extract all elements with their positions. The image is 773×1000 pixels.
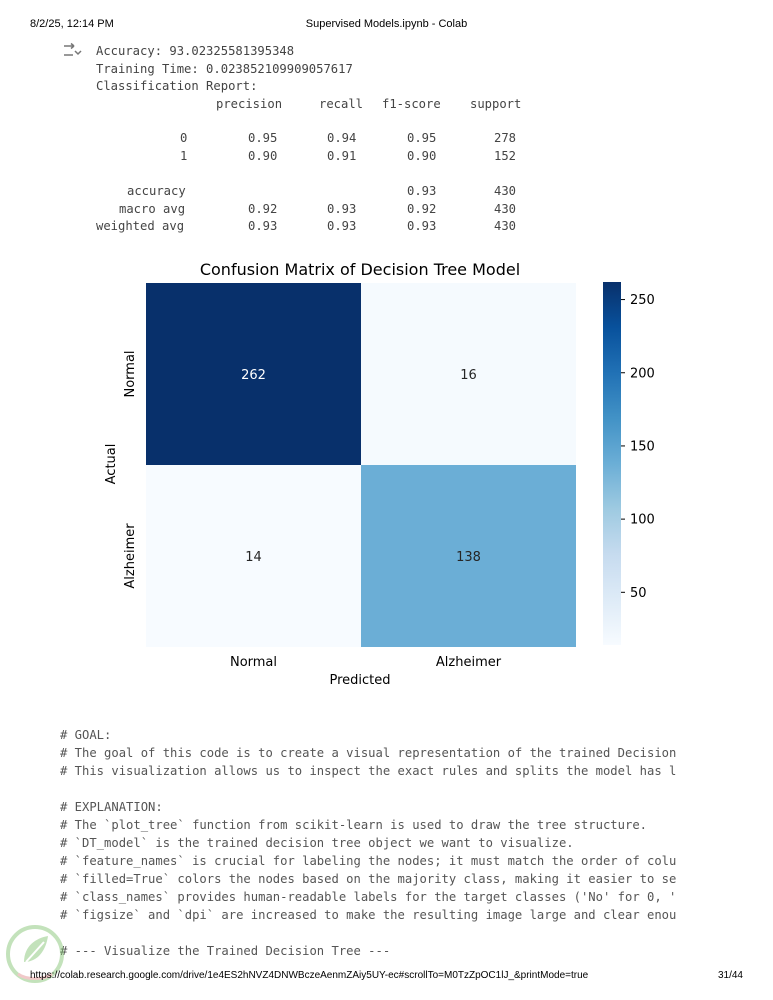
report-row-0-support: 278	[494, 131, 517, 145]
report-title: Classification Report:	[96, 79, 258, 93]
report-header-recall: recall	[319, 97, 364, 111]
code-comment-line: # `figsize` and `dpi` are increased to make the resulting image large and clear enou	[60, 908, 677, 922]
code-comment-line: # The goal of this code is to create a visual representation of the trained Decision	[60, 746, 677, 760]
code-comment-line: # `DT_model` is the trained decision tree object we want to visualize.	[60, 836, 574, 850]
report-row-0-f1: 0.95	[407, 131, 437, 145]
report-row-macro-label: macro avg	[119, 202, 186, 216]
report-header-precision: precision	[216, 97, 283, 111]
code-comment-line: # EXPLANATION:	[60, 800, 163, 814]
report-header-f1: f1-score	[382, 97, 441, 111]
report-row-macro-support: 430	[494, 202, 517, 216]
colorbar-tick-label: 200	[630, 366, 655, 382]
report-row-weighted-f1: 0.93	[407, 219, 437, 233]
report-row-accuracy-f1: 0.93	[407, 184, 437, 198]
colorbar-tick-label: 100	[630, 512, 655, 528]
report-header-support: support	[470, 97, 522, 111]
code-comment-line: # `filled=True` colors the nodes based on the majority class, making it easier to se	[60, 872, 677, 886]
report-row-macro-recall: 0.93	[327, 202, 357, 216]
y-tick-label: Alzheimer	[123, 523, 138, 589]
x-tick-label: Normal	[229, 655, 278, 670]
training-time-output: Training Time: 0.023852109909057617	[96, 62, 353, 76]
report-row-macro-f1: 0.92	[407, 202, 437, 216]
chart-title: Confusion Matrix of Decision Tree Model	[199, 260, 521, 279]
report-row-0-label: 0	[180, 131, 188, 145]
y-axis-label: Actual	[104, 443, 119, 485]
report-row-accuracy-support: 430	[494, 184, 517, 198]
watermark-logo-icon	[4, 922, 66, 992]
heatmap-cell-value: 138	[456, 550, 481, 565]
print-page-title: Supervised Models.ipynb - Colab	[305, 18, 468, 30]
report-row-weighted-support: 430	[494, 219, 517, 233]
colorbar-tick-label: 50	[630, 585, 647, 601]
heatmap-cell-value: 14	[245, 550, 262, 565]
report-row-0-precision: 0.95	[248, 131, 278, 145]
heatmap-cell-value: 262	[241, 368, 266, 383]
y-tick-label: Normal	[123, 350, 138, 398]
code-comment-line: # GOAL:	[60, 728, 112, 742]
report-row-1-precision: 0.90	[248, 149, 278, 163]
report-row-1-support: 152	[494, 149, 517, 163]
print-datetime: 8/2/25, 12:14 PM	[30, 18, 114, 30]
x-tick-label: Alzheimer	[435, 655, 502, 670]
print-page-number: 31/44	[717, 970, 743, 981]
code-comment-line: # `feature_names` is crucial for labeling the nodes; it must match the order of colu	[60, 854, 677, 868]
code-comment-line: # --- Visualize the Trained Decision Tree ---	[60, 944, 391, 958]
output-toggle-icon[interactable]	[62, 42, 82, 60]
report-row-weighted-recall: 0.93	[327, 219, 357, 233]
report-row-weighted-precision: 0.93	[248, 219, 278, 233]
report-row-0-recall: 0.94	[327, 131, 357, 145]
report-row-1-f1: 0.90	[407, 149, 437, 163]
report-row-1-label: 1	[180, 149, 188, 163]
code-comment-line: # `class_names` provides human-readable labels for the target classes ('No' for 0, '	[60, 890, 677, 904]
report-row-macro-precision: 0.92	[248, 202, 278, 216]
colorbar-tick-label: 250	[630, 293, 655, 309]
report-row-weighted-label: weighted avg	[96, 219, 185, 233]
accuracy-output: Accuracy: 93.02325581395348	[96, 44, 295, 58]
code-comment-line: # This visualization allows us to inspect the exact rules and splits the model has l	[60, 764, 677, 778]
print-url: https://colab.research.google.com/drive/1e4ES2hNVZ4DNWBczeAenmZAiy5UY-ec#scrollTo=M0TzZpOC1lJ_&printMode=true	[30, 970, 589, 981]
colorbar	[603, 282, 621, 645]
report-row-accuracy-label: accuracy	[127, 184, 186, 198]
colorbar-tick-label: 150	[630, 439, 655, 455]
x-axis-label: Predicted	[329, 673, 391, 688]
heatmap-cell-value: 16	[460, 368, 477, 383]
code-comment-line: # The `plot_tree` function from scikit-learn is used to draw the tree structure.	[60, 818, 647, 832]
report-row-1-recall: 0.91	[327, 149, 357, 163]
confusion-matrix-chart	[0, 250, 773, 700]
